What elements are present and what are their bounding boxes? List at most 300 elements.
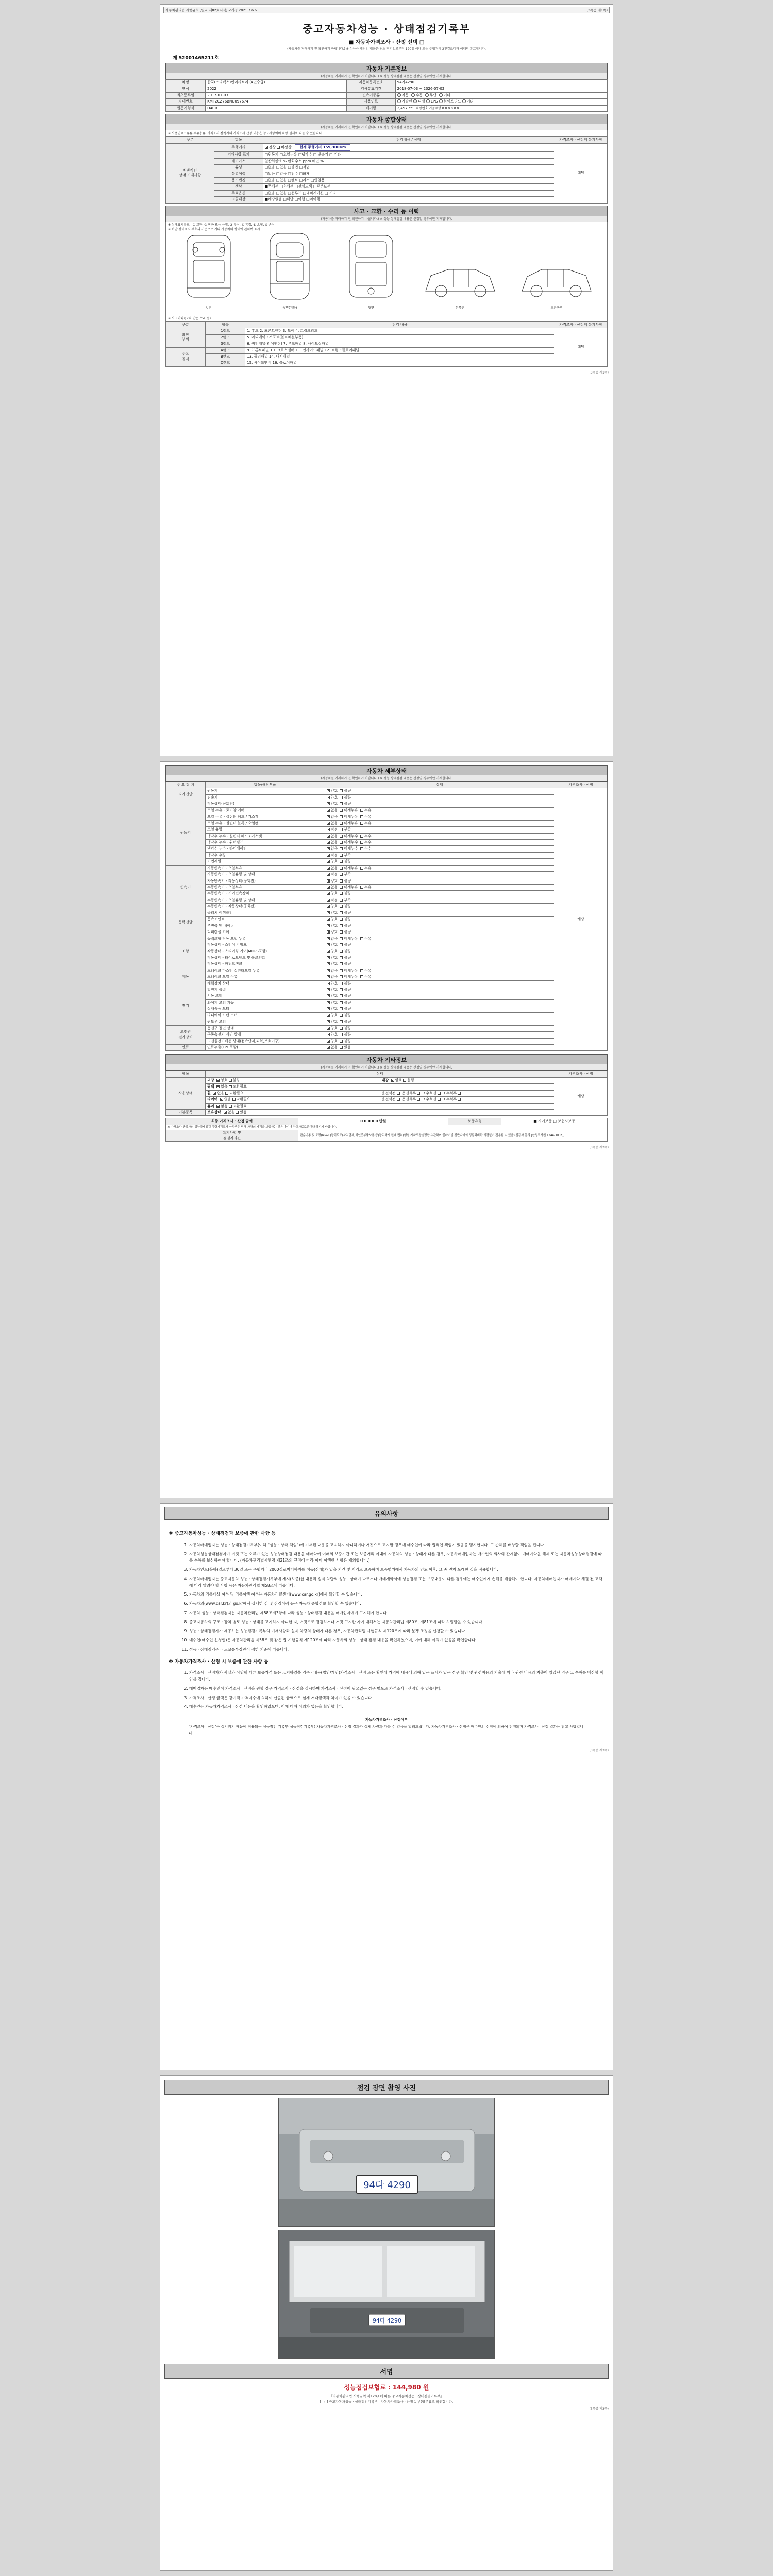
section-detail-header: 자동차 세부상태 bbox=[165, 765, 608, 775]
detail-option-0[interactable]: 적정 bbox=[327, 898, 338, 902]
detail-item-state bbox=[325, 1032, 554, 1038]
detail-option-0[interactable]: 적정 bbox=[327, 872, 338, 876]
detail-item-state bbox=[325, 846, 554, 852]
table-row bbox=[166, 353, 608, 360]
page-3-footer: (3쪽중 제3쪽) bbox=[589, 1749, 609, 1753]
notice-1-item: 7. 자동차 성능 · 상태점검자는 자동차관리법 제58조제3항에 따라 성능 · 상태점검 내용을 매매업자에게 고지해야 합니다. bbox=[189, 1610, 604, 1617]
detail-option-1[interactable]: 불량 bbox=[340, 802, 351, 806]
other-row-glass: 유리 없음 교환필요 bbox=[206, 1103, 380, 1109]
col-category: 구분 bbox=[166, 137, 214, 143]
table-row bbox=[166, 1130, 608, 1142]
car-right-svg bbox=[518, 261, 595, 302]
detail-option-1[interactable]: 불량 bbox=[340, 943, 351, 947]
detail-option-1[interactable]: 불량 bbox=[340, 930, 351, 934]
detail-option-1[interactable]: 불량 bbox=[340, 1007, 351, 1011]
table-row bbox=[166, 143, 608, 151]
detail-option-1[interactable]: 불량 bbox=[340, 795, 351, 800]
detail-option-1[interactable]: 부족 bbox=[340, 872, 351, 876]
detail-option-1[interactable]: 불량 bbox=[340, 789, 351, 793]
detail-state-table bbox=[165, 782, 608, 1051]
table-row bbox=[166, 833, 608, 839]
accident-rank-2: 2랭크 bbox=[206, 334, 245, 341]
detail-option-2[interactable]: 누유 bbox=[360, 815, 372, 819]
table-row bbox=[166, 865, 608, 871]
detail-option-0[interactable]: 없음 bbox=[327, 821, 338, 825]
detail-option-1[interactable]: 미세누수 bbox=[340, 840, 358, 844]
detail-item-state bbox=[325, 917, 554, 923]
detail-option-1[interactable]: 불량 bbox=[340, 1013, 351, 1018]
col-detail: 점검내용 / 상태 bbox=[263, 137, 554, 143]
car-top-svg bbox=[259, 230, 321, 302]
detail-option-2[interactable]: 누유 bbox=[360, 969, 372, 973]
detail-item-label: 원동기 bbox=[206, 788, 325, 794]
notice-2-item: 1. 가격조사 · 산정자가 사실과 상당히 다른 보증가격 또는 고지하였을 경우 · 내용(법인/개인)가격조사 · 산정 또는 확인에 가격에 내용에 의해 있는 표시가 있는 경우 확인 및 관련비용의 지출에 따라 관련 비용의 지출이 있었던 경우 그 손해를 배상할 책임을 집니다. bbox=[189, 1670, 604, 1683]
notice-1-item: 9. 성능 · 상태점검자가 제공하는 성능점검기록부의 기재사항과 실제 차량의 상태가 다른 경우, 자동차관리법 시행규칙 제120조에 따라 분쟁 조정을 신청할 수 있습니다. bbox=[189, 1628, 604, 1635]
table-row bbox=[166, 929, 608, 936]
row-value-mileage bbox=[263, 143, 554, 151]
detail-item-label: 냉각수 수량 bbox=[206, 852, 325, 858]
detail-item-label: 작동상태 - 파워크랭크 bbox=[206, 961, 325, 968]
accident-rank-b-items: 13. 필러패널 14. 대시패널 bbox=[245, 353, 554, 360]
detail-option-2[interactable]: 누유 bbox=[360, 808, 372, 812]
table-row bbox=[166, 859, 608, 865]
detail-option-0[interactable]: 양호 bbox=[327, 981, 338, 986]
detail-option-1[interactable]: 미세누수 bbox=[340, 834, 358, 838]
other-row-interior: 내장 양호 불량 bbox=[380, 1077, 554, 1083]
accident-rank-c-items: 15. 사이드멤버 16. 플로어패널 bbox=[245, 360, 554, 366]
page-indicator-1: (3쪽중 제1쪽) bbox=[586, 8, 608, 12]
table-row bbox=[166, 177, 608, 183]
detail-option-0[interactable]: 양호 bbox=[327, 994, 338, 998]
table-row bbox=[166, 158, 608, 164]
col-other-div: 항목 bbox=[166, 1071, 206, 1077]
detail-option-0[interactable]: 양호 bbox=[327, 891, 338, 895]
table-row bbox=[166, 99, 608, 105]
detail-item-state bbox=[325, 968, 554, 974]
other-row-basic-2 bbox=[380, 1110, 554, 1116]
detail-item-state bbox=[325, 839, 554, 845]
detail-option-1[interactable]: 불량 bbox=[340, 904, 351, 908]
detail-option-0[interactable]: 양호 bbox=[327, 924, 338, 928]
car-diagram-row bbox=[168, 235, 605, 313]
detail-option-0[interactable]: 없음 bbox=[327, 969, 338, 973]
detail-item-label: 자동변속기 - 오일누유 bbox=[206, 865, 325, 871]
detail-option-0[interactable]: 적정 bbox=[327, 853, 338, 857]
detail-option-0[interactable]: 없음 bbox=[327, 840, 338, 844]
detail-group-1: 원동기 bbox=[166, 801, 206, 865]
detail-option-0[interactable]: 양호 bbox=[327, 930, 338, 934]
detail-option-1[interactable]: 불량 bbox=[340, 956, 351, 960]
table-row bbox=[166, 1084, 608, 1090]
detail-option-1[interactable]: 불량 bbox=[340, 949, 351, 953]
accident-legend-1: ※ 상태표시부호 : ① 교환, ② 판금 또는 용접, ③ 부식, ④ 흠집, ⑤ 요철, ⑥ 손상 bbox=[168, 223, 275, 227]
mileage-ok-checkbox[interactable]: 정상 bbox=[265, 145, 276, 149]
car-diagram-top bbox=[259, 230, 321, 310]
detail-item-label: 수동변속기 - 작동상태(공회전) bbox=[206, 904, 325, 910]
car-diagram-left bbox=[422, 261, 499, 310]
serial-label: 차량번호 기준주행 bbox=[416, 106, 441, 110]
detail-item-state bbox=[325, 936, 554, 942]
detail-item-state bbox=[325, 993, 554, 999]
page-2-footer: (3쪽중 제2쪽) bbox=[589, 1146, 609, 1150]
detail-option-0[interactable]: 없음 bbox=[327, 866, 338, 870]
table-row bbox=[166, 852, 608, 858]
detail-item-label: 실내송풍 모터 bbox=[206, 1006, 325, 1012]
detail-item-label: 오일 누유 - 실린더 블록 / 오일팬 bbox=[206, 820, 325, 826]
detail-item-label: 추진축 및 베어링 bbox=[206, 923, 325, 929]
detail-option-0[interactable]: 양호 bbox=[327, 1032, 338, 1037]
serial-digits: 0 0 0 0 0 0 bbox=[442, 106, 459, 110]
detail-option-0[interactable]: 양호 bbox=[327, 949, 338, 953]
page-2 bbox=[160, 761, 613, 1498]
detail-option-0[interactable]: 양호 bbox=[327, 917, 338, 921]
detail-option-0[interactable]: 양호 bbox=[327, 859, 338, 863]
section-basic-info-header: 자동차 기본정보 bbox=[165, 63, 608, 73]
special-note-value: 단순이동 및 도장(MP&L)장치로도(자치단체)비인증부품사용 등(장치하시 원래 면허(행별)시하도장별병합 수관하여 볼라이벌 전반지에의 정감과비하 의견없이 전용된 수 있음 (점검자 문의 [산정조사원 1544-3003]) bbox=[298, 1130, 608, 1142]
table-row bbox=[166, 999, 608, 1006]
table-row bbox=[166, 993, 608, 999]
car-diagram-right bbox=[518, 261, 595, 310]
final-price-label: 최종 가격조사 · 산정 금액 bbox=[166, 1118, 298, 1125]
detail-item-label: 냉각수 누수 - 라디에이터 bbox=[206, 846, 325, 852]
detail-option-0[interactable]: 적정 bbox=[327, 827, 338, 832]
other-info-table bbox=[165, 1071, 608, 1116]
detail-option-1[interactable]: 불량 bbox=[340, 988, 351, 992]
detail-option-0[interactable]: 양호 bbox=[327, 904, 338, 908]
accident-group-outer: 외판 부위 bbox=[166, 328, 206, 347]
transmission-auto-radio[interactable]: 자동 bbox=[397, 93, 409, 97]
detail-option-0[interactable]: 양호 bbox=[327, 988, 338, 992]
detail-item-label: 시동 모터 bbox=[206, 993, 325, 999]
detail-item-state bbox=[325, 929, 554, 936]
page-4 bbox=[160, 2075, 613, 2571]
detail-option-1[interactable]: 불량 bbox=[340, 879, 351, 883]
table-row bbox=[166, 347, 608, 353]
other-row-tire: 타이어 없음 교환필요 bbox=[206, 1097, 380, 1103]
detail-option-1[interactable]: 불량 bbox=[340, 1039, 351, 1043]
detail-item-label: 수동변속기 - 오일누유 bbox=[206, 885, 325, 891]
fuel-lpg-radio[interactable]: LPG bbox=[426, 99, 438, 104]
other-row-polish-2 bbox=[380, 1084, 554, 1090]
field-value-displacement bbox=[395, 105, 607, 111]
detail-option-1[interactable]: 미세누유 bbox=[340, 937, 358, 941]
col-accident-detail: 점검 내용 bbox=[245, 321, 554, 328]
car-diagram-front bbox=[178, 230, 240, 310]
row-value-emission: 일산화탄소 % 탄화수소 ppm 매연 % bbox=[263, 158, 554, 164]
field-label-regno: 자동차등록번호 bbox=[347, 80, 395, 86]
section-other-note: (자동차를 거래하기 전 확인하기 바랍니다.) ※ 성능·상태점검 내용은 산정일 경우에만 기재합니다. bbox=[165, 1064, 608, 1071]
accident-question: ※ 사고이력 (교차·단순 수리 등) bbox=[165, 315, 608, 321]
detail-item-state bbox=[325, 1038, 554, 1044]
svg-text:94다 4290: 94다 4290 bbox=[363, 2180, 411, 2191]
table-row bbox=[166, 788, 608, 794]
table-row bbox=[166, 1044, 608, 1050]
detail-item-state bbox=[325, 974, 554, 980]
detail-group-7: 고전원 전기장치 bbox=[166, 1025, 206, 1044]
field-label-firstreg: 최초등록일 bbox=[166, 92, 206, 98]
detail-item-label: 연료누출(LPG포함) bbox=[206, 1044, 325, 1050]
table-row bbox=[166, 987, 608, 993]
table-row bbox=[166, 872, 608, 878]
table-row bbox=[166, 1019, 608, 1025]
row-value-usechange: □없음 □있음 □렌트 □리스 □영업용 bbox=[263, 177, 554, 183]
mileage-value: 현재 주행거리 159,300Km bbox=[295, 144, 350, 151]
mileage-bad-checkbox[interactable]: 비정상 bbox=[277, 145, 291, 149]
detail-item-label: 클러치 어셈블리 bbox=[206, 910, 325, 916]
other-row-basic: 보유상태 없음 있음 bbox=[206, 1110, 380, 1116]
car-label-left: 왼쪽면 bbox=[455, 306, 465, 310]
detail-option-2[interactable]: 누수 bbox=[360, 840, 372, 844]
detail-option-1[interactable]: 불량 bbox=[340, 994, 351, 998]
detail-option-1[interactable]: 불량 bbox=[340, 1032, 351, 1037]
detail-item-state bbox=[325, 961, 554, 968]
detail-option-2[interactable]: 누수 bbox=[360, 834, 372, 838]
table-row bbox=[166, 807, 608, 814]
detail-item-label: 배력장치 상태 bbox=[206, 980, 325, 987]
detail-option-1[interactable]: 미세누유 bbox=[340, 969, 358, 973]
detail-option-1[interactable]: 미세누유 bbox=[340, 821, 358, 825]
detail-option-0[interactable]: 양호 bbox=[327, 802, 338, 806]
detail-option-1[interactable]: 미세누유 bbox=[340, 975, 358, 979]
car-label-right: 오른쪽면 bbox=[550, 306, 563, 310]
detail-option-0[interactable]: 양호 bbox=[327, 1001, 338, 1005]
notice-header: 유의사항 bbox=[164, 1507, 609, 1520]
table-row bbox=[166, 846, 608, 852]
field-label-engine: 원동기형식 bbox=[166, 105, 206, 111]
table-row bbox=[166, 1097, 608, 1103]
accident-rank-3-items: 6. 쿼터패널(리어펜더) 7. 루프패널 8. 사이드실패널 bbox=[245, 341, 554, 347]
notice-section-2-title: ※ 자동차가격조사 · 산정 시 보증에 관한 사항 등 bbox=[169, 1659, 268, 1665]
detail-price-note: 해당 bbox=[554, 788, 608, 1051]
detail-option-0[interactable]: 없음 bbox=[327, 885, 338, 889]
detail-item-state bbox=[325, 910, 554, 916]
detail-option-1[interactable]: 불량 bbox=[340, 917, 351, 921]
table-row bbox=[166, 171, 608, 177]
detail-option-1[interactable]: 불량 bbox=[340, 924, 351, 928]
detail-option-1[interactable]: 부족 bbox=[340, 853, 351, 857]
detail-option-2[interactable]: 누유 bbox=[360, 885, 372, 889]
detail-item-label: 오일 유량 bbox=[206, 827, 325, 833]
photo-front-image bbox=[279, 2098, 495, 2227]
detail-item-state bbox=[325, 827, 554, 833]
row-label-color: 색상 bbox=[214, 184, 263, 190]
col-accident-div: 구분 bbox=[166, 321, 206, 328]
detail-option-2[interactable]: 누유 bbox=[360, 866, 372, 870]
final-price-table bbox=[165, 1118, 608, 1142]
field-label-transmission: 변속기종류 bbox=[347, 92, 395, 98]
detail-option-1[interactable]: 부족 bbox=[340, 898, 351, 902]
detail-group-5: 제동 bbox=[166, 968, 206, 987]
detail-option-0[interactable]: 양호 bbox=[327, 1039, 338, 1043]
detail-group-8: 연료 bbox=[166, 1044, 206, 1050]
accident-rank-1-items: 1. 후드 2. 프론트펜더 3. 도어 4. 트렁크리드 bbox=[245, 328, 554, 334]
detail-item-label: 작동상태 - 타이로드엔드 및 볼조인트 bbox=[206, 955, 325, 961]
detail-option-1[interactable]: 미세누유 bbox=[340, 885, 358, 889]
row-label-history: 특별이력 bbox=[214, 171, 263, 177]
table-row bbox=[166, 341, 608, 347]
detail-item-state bbox=[325, 999, 554, 1006]
accident-rank-a: A랭크 bbox=[206, 347, 245, 353]
detail-option-1[interactable]: 불량 bbox=[340, 1001, 351, 1005]
notice-2-item: 3. 가격조사 · 산정 금액은 강기적 가격지수에 의하여 산출된 금액으로 실제 거래금액과 차이가 있을 수 있습니다. bbox=[189, 1695, 604, 1702]
table-header-row bbox=[166, 782, 608, 788]
detail-option-1[interactable]: 불량 bbox=[340, 1026, 351, 1030]
detail-option-1[interactable]: 불량 bbox=[340, 859, 351, 863]
detail-option-0[interactable]: 양호 bbox=[327, 943, 338, 947]
table-row bbox=[166, 801, 608, 807]
photo-rear-image bbox=[279, 2230, 495, 2359]
notice-1-item: 10. 매수인(매수인 신청인)은 자동차관리법 제58조 및 같은 법 시행규칙 제120조에 따라 자동차의 성능 · 상태 점검 내용을 확인하였으며, 이에 대해 이의가 없음을 확인합니다. bbox=[189, 1637, 604, 1644]
notice-body bbox=[160, 1523, 613, 1747]
subtitle-wrap bbox=[165, 37, 608, 46]
transmission-etc-radio[interactable]: 기타 bbox=[439, 93, 451, 97]
table-header-row bbox=[166, 1071, 608, 1077]
detail-item-state bbox=[325, 942, 554, 948]
field-label-year: 연식 bbox=[166, 86, 206, 92]
row-value-record: □원동기 □오일누유 □냉각수 □ 변속기 □ 기타 bbox=[263, 152, 554, 158]
detail-item-state bbox=[325, 872, 554, 878]
detail-option-1[interactable]: 미세누유 bbox=[340, 815, 358, 819]
table-row bbox=[166, 897, 608, 903]
basic-info-table bbox=[165, 79, 608, 112]
notice-1-item: 11. 성능 · 상태점검은 국토교통부장관이 정한 기준에 따릅니다. bbox=[189, 1647, 604, 1653]
detail-option-0[interactable]: 양호 bbox=[327, 795, 338, 800]
other-row-tire-pos: 운전석전 운전석후 조수석전 조수석후 bbox=[380, 1097, 554, 1103]
table-row bbox=[166, 164, 608, 171]
detail-item-label: 브레이크 오일 누유 bbox=[206, 974, 325, 980]
detail-option-0[interactable]: 없음 bbox=[327, 846, 338, 851]
car-label-rear: 뒷면 bbox=[368, 306, 374, 310]
table-row bbox=[166, 948, 608, 955]
detail-option-0[interactable]: 없음 bbox=[327, 834, 338, 838]
page-subnote: (자동차를 거래하기 전 확인하기 바랍니다.) ※ 성능·상태점검 내용은 최초 점검일로부터 120일 이내 또는 주행거리 2천킬로미터 이내만 유효합니다. bbox=[287, 47, 486, 51]
table-row bbox=[166, 92, 608, 98]
detail-option-1[interactable]: 미세누수 bbox=[340, 846, 358, 851]
transmission-cvt-radio[interactable]: 무단 bbox=[425, 93, 437, 97]
detail-option-0[interactable]: 양호 bbox=[327, 1026, 338, 1030]
table-row bbox=[166, 80, 608, 86]
detail-option-1[interactable]: 불량 bbox=[340, 962, 351, 966]
accident-legend-2: ※ 하단 상태표시 부호의 기준으로 기타 자동차의 상태에 관하여 표시 bbox=[168, 228, 260, 232]
detail-item-state bbox=[325, 1044, 554, 1050]
detail-option-2[interactable]: 누유 bbox=[360, 937, 372, 941]
field-label-carname: 차명 bbox=[166, 80, 206, 86]
notice-1-item: 2. 자동차성능상태점검자가 거짓 또는 오류가 있는 성능상태점검 내용을 매매약에 이래의 보증기간 또는 보증거리 이내에 자동차의 성능 · 상태가 다른 경우, 자동차매매업자는 매수인의 의사와 관계없이 매매계약을 해제 또는 자동차성능상태점검에 따를 손해를 보상하여야 합니다. (자동차관리법시행령 제21조의 규정에 따라 이미 이행한 사항은 제외합니다.) bbox=[189, 1551, 604, 1565]
footer-note-2: [ ㄱ ] 중고자동차성능 · 상태점검기록부 | 자동차가격조사 · 산정 1 부(영문참조 확인합니다. bbox=[320, 2400, 453, 2404]
field-value-vin: KMFZCZ76BNU097674 bbox=[206, 99, 347, 105]
detail-item-state bbox=[325, 852, 554, 858]
detail-option-0[interactable]: 없음 bbox=[327, 937, 338, 941]
detail-option-0[interactable]: 양호 bbox=[327, 1013, 338, 1018]
detail-option-1[interactable]: 부족 bbox=[340, 827, 351, 832]
detail-item-label: 라디에이터 팬 모터 bbox=[206, 1012, 325, 1019]
row-label-tuning: 튜닝 bbox=[214, 164, 263, 171]
table-row bbox=[166, 974, 608, 980]
final-price-note: ※ 가격조사·산정자의 성능상태점검 차량가격조사·산정액은 당해 차량의 가격을 보증하는 것은 아니며 참고자료로만 활용하시기 바랍니다. bbox=[166, 1125, 608, 1130]
field-label-vin: 차대번호 bbox=[166, 99, 206, 105]
table-row bbox=[166, 968, 608, 974]
accident-group-frame: 주요 골격 bbox=[166, 347, 206, 366]
table-row bbox=[166, 794, 608, 801]
detail-option-0[interactable]: 양호 bbox=[327, 956, 338, 960]
row-label-record: 기재사항 표기 bbox=[214, 152, 263, 158]
detail-option-0[interactable]: 없음 bbox=[327, 815, 338, 819]
accident-rank-2-items: 5. 라디에이터서포트(볼트체결부품) bbox=[245, 334, 554, 341]
accident-rank-table bbox=[165, 321, 608, 367]
detail-option-0[interactable]: 없음 bbox=[327, 975, 338, 979]
detail-option-1[interactable]: 미세누유 bbox=[340, 866, 358, 870]
detail-item-state bbox=[325, 987, 554, 993]
detail-group-4: 조향 bbox=[166, 936, 206, 968]
section-detail-note: (자동차를 거래하기 전 확인하기 바랍니다.) ※ 성능·상태점검 내용은 산정일 경우에만 기재합니다. bbox=[165, 775, 608, 782]
detail-option-1[interactable]: 불량 bbox=[340, 911, 351, 915]
detail-option-0[interactable]: 양호 bbox=[327, 1020, 338, 1024]
field-value-carname: 한국(스타렉스)벤리리트리 (4인승급) bbox=[206, 80, 347, 86]
detail-option-0[interactable]: 양호 bbox=[327, 962, 338, 966]
table-row bbox=[166, 1125, 608, 1130]
col-other-price: 가격조사 · 산정 bbox=[554, 1071, 608, 1077]
row-label-usechange: 용도변경 bbox=[214, 177, 263, 183]
notice-list-2 bbox=[169, 1670, 604, 1710]
table-row bbox=[166, 917, 608, 923]
detail-item-label: 등속조인트 bbox=[206, 917, 325, 923]
table-row bbox=[166, 1077, 608, 1083]
detail-option-1[interactable]: 불량 bbox=[340, 981, 351, 986]
detail-item-label: 오일 누유 - 실린더 헤드 / 가스켓 bbox=[206, 814, 325, 820]
detail-item-label: 작동상태 - 스티어링 기어(MDPS포함) bbox=[206, 948, 325, 955]
detail-option-0[interactable]: 양호 bbox=[327, 789, 338, 793]
other-group-usestate: 사용상태 bbox=[166, 1077, 206, 1109]
overall-note-line: ※ 사용연료 : 유류 주유용유, 가격조사·산정자의 가격조사·산정 내용은 참고사항이며 차량 실제와 다를 수 있습니다. bbox=[165, 130, 608, 137]
table-row bbox=[166, 839, 608, 845]
col-price: 가격조사 · 산정 bbox=[554, 782, 608, 788]
table-row bbox=[166, 105, 608, 111]
photos-header: 점검 장면 촬영 사진 bbox=[164, 2080, 609, 2095]
detail-option-2[interactable]: 누유 bbox=[360, 975, 372, 979]
detail-option-0[interactable]: 양호 bbox=[327, 879, 338, 883]
section-other-header: 자동차 기타정보 bbox=[165, 1054, 608, 1064]
col-part: 항목/해당부품 bbox=[206, 782, 325, 788]
fuel-gasoline-radio[interactable]: 가솔린 bbox=[397, 99, 412, 104]
table-row bbox=[166, 1025, 608, 1031]
other-row-glass-2 bbox=[380, 1103, 554, 1109]
detail-option-0[interactable]: 양호 bbox=[327, 911, 338, 915]
detail-item-label: 고전원전기배선 상태(접속단자,피복,보호기구) bbox=[206, 1038, 325, 1044]
warranty-label: 보증유형 bbox=[448, 1118, 501, 1125]
col-other-detail: 상태 bbox=[206, 1071, 554, 1077]
special-note-label: 특기사항 및 점검자의견 bbox=[166, 1130, 298, 1142]
detail-option-0[interactable]: 없음 bbox=[327, 808, 338, 812]
detail-option-1[interactable]: 불량 bbox=[340, 1020, 351, 1024]
detail-option-2[interactable]: 누유 bbox=[360, 821, 372, 825]
fuel-diesel-radio[interactable]: 디젤 bbox=[413, 99, 425, 104]
transmission-manual-radio[interactable]: 수동 bbox=[411, 93, 423, 97]
detail-item-state bbox=[325, 891, 554, 897]
detail-option-1[interactable]: 있음 bbox=[340, 1045, 351, 1049]
detail-option-2[interactable]: 누수 bbox=[360, 846, 372, 851]
table-row bbox=[166, 334, 608, 341]
fuel-hybrid-radio[interactable]: 하이브리드 bbox=[439, 99, 461, 104]
detail-option-0[interactable]: 양호 bbox=[327, 1007, 338, 1011]
page-3 bbox=[160, 1503, 613, 2070]
fuel-etc-radio[interactable]: 기타 bbox=[462, 99, 474, 104]
car-label-top: 윗면(지붕) bbox=[282, 306, 297, 310]
detail-option-1[interactable]: 불량 bbox=[340, 891, 351, 895]
table-row bbox=[166, 878, 608, 884]
car-label-front: 앞면 bbox=[206, 306, 212, 310]
detail-option-1[interactable]: 미세누유 bbox=[340, 808, 358, 812]
detail-option-0[interactable]: 없음 bbox=[327, 1045, 338, 1049]
